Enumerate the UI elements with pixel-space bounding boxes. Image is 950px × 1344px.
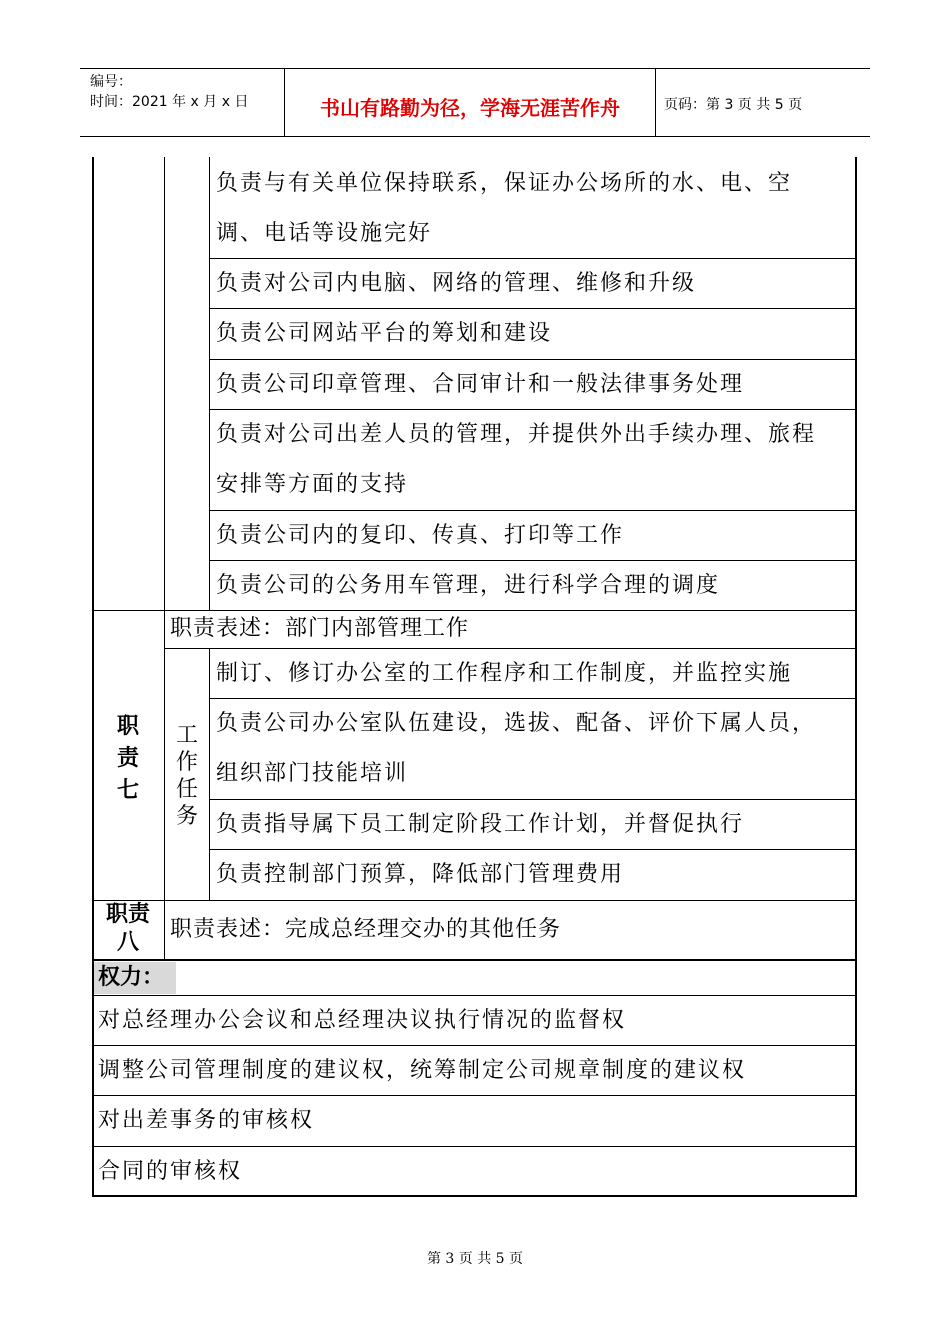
duty8-label: 职责 八 — [105, 902, 150, 955]
header-motto: 书山有路勤为径，学海无涯苦作舟 — [320, 96, 620, 120]
doc-code-label: 编号： — [90, 74, 132, 90]
header-page-info: 页码：第 3 页 共 5 页 — [664, 97, 803, 113]
duty7-task-label: 工 作 任 务 — [175, 723, 198, 829]
duty6-task: 负责与有关单位保持联系，保证办公场所的水、电、空 调、电话等设施完好 — [216, 171, 793, 246]
duty6-task: 负责公司的公务用车管理，进行科学合理的调度 — [216, 573, 721, 598]
row-divider — [92, 959, 857, 961]
duty6-task: 负责对公司内电脑、网络的管理、维修和升级 — [216, 271, 697, 296]
duty7-description: 职责表述：部门内部管理工作 — [170, 616, 470, 641]
duty-table — [92, 157, 857, 1197]
row-divider — [92, 900, 857, 901]
header-top-rule — [80, 68, 870, 69]
duty6-task: 负责公司印章管理、合同审计和一般法律事务处理 — [216, 372, 745, 397]
table-border — [855, 157, 857, 1197]
page-footer: 第 3 页 共 5 页 — [426, 1251, 524, 1267]
power-item: 调整公司管理制度的建议权，统筹制定公司规章制度的建议权 — [98, 1058, 747, 1083]
duty7-label: 职 责 七 — [116, 714, 139, 803]
duty7-task: 制订、修订办公室的工作程序和工作制度，并监控实施 — [216, 661, 793, 686]
duty6-task: 负责对公司出差人员的管理，并提供外出手续办理、旅程 安排等方面的支持 — [216, 422, 817, 497]
duty8-description: 职责表述：完成总经理交办的其他任务 — [170, 917, 562, 942]
power-item: 对出差事务的审核权 — [98, 1108, 315, 1133]
duty6-task: 负责公司内的复印、传真、打印等工作 — [216, 523, 625, 548]
doc-time-label: 时间：2021 年 x 月 x 日 — [90, 94, 249, 110]
column-divider — [164, 157, 165, 960]
power-item: 合同的审核权 — [98, 1159, 243, 1184]
column-divider — [209, 648, 210, 900]
powers-title: 权力： — [94, 962, 176, 994]
duty6-task: 负责公司网站平台的筹划和建设 — [216, 321, 553, 346]
header-meta — [90, 72, 248, 112]
duty7-task: 负责指导属下员工制定阶段工作计划，并督促执行 — [216, 812, 745, 837]
duty7-task: 负责公司办公室队伍建设，选拔、配备、评价下属人员， 组织部门技能培训 — [216, 711, 817, 786]
table-border — [92, 157, 94, 1197]
column-divider — [209, 157, 210, 610]
header-bottom-rule — [80, 136, 870, 137]
power-item: 对总经理办公会议和总经理决议执行情况的监督权 — [98, 1008, 627, 1033]
duty7-task: 负责控制部门预算，降低部门管理费用 — [216, 862, 625, 887]
